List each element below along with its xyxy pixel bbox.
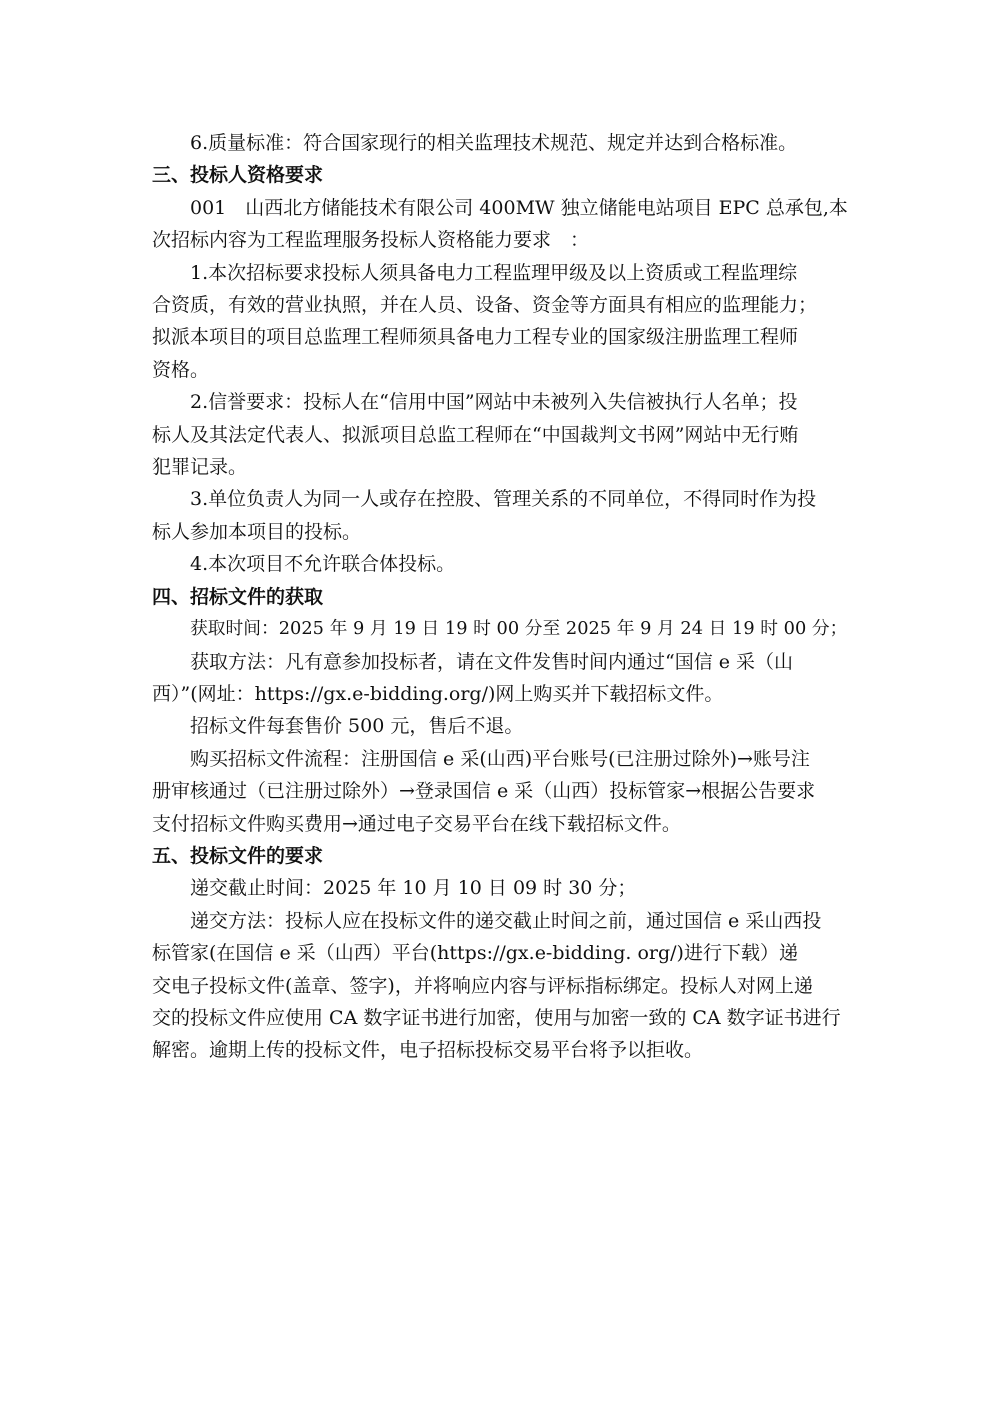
section-heading-3: 三、投标人资格要求 [152,164,324,187]
document-body [152,127,850,1067]
project-line: 001 山西北方储能技术有限公司 400MW 独立储能电站项目 EPC 总承包,本 [190,196,848,219]
paragraph-line: 册审核通过（已注册过除外）→登录国信 e 采（山西）投标管家→根据公告要求 [152,780,816,803]
requirement-1: 1.本次招标要求投标人须具备电力工程监理甲级及以上资质或工程监理综 [190,261,798,284]
requirement-2: 2.信誉要求：投标人在“信用中国”网站中未被列入失信被执行人名单；投 [190,391,798,414]
paragraph-line: 西）”(网址：https://gx.e-bidding.org/)网上购买并下载招标文件。 [152,682,724,705]
submission-deadline: 递交截止时间：2025 年 10 月 10 日 09 时 30 分； [190,877,637,900]
purchase-process: 购买招标文件流程：注册国信 e 采(山西)平台账号(已注册过除外)→账号注 [190,747,810,770]
acquire-time: 获取时间：2025 年 9 月 19 日 19 时 00 分至 2025 年 9 月 24 日 19 时 00 分； [190,619,848,640]
requirement-4: 4.本次项目不允许联合体投标。 [190,553,456,576]
section-heading-5: 五、投标文件的要求 [152,844,324,867]
paragraph-line: 拟派本项目的项目总监理工程师须具备电力工程专业的国家级注册监理工程师 [152,326,799,349]
paragraph-line: 标管家(在国信 e 采（山西）平台(https://gx.e-bidding. org/)进行下载）递 [152,942,798,965]
acquire-method: 获取方法：凡有意参加投标者，请在文件发售时间内通过“国信 e 采（山 [190,650,794,673]
paragraph-line: 资格。 [152,358,210,381]
paragraph-line: 交的投标文件应使用 CA 数字证书进行加密，使用与加密一致的 CA 数字证书进行 [152,1006,841,1029]
requirement-3: 3.单位负责人为同一人或存在控股、管理关系的不同单位，不得同时作为投 [190,488,817,511]
paragraph-line: 合资质，有效的营业执照，并在人员、设备、资金等方面具有相应的监理能力； [152,294,818,317]
paragraph-line: 支付招标文件购买费用→通过电子交易平台在线下载招标文件。 [152,812,681,835]
paragraph-line: 标人参加本项目的投标。 [152,520,362,543]
paragraph-line: 犯罪记录。 [152,456,248,479]
paragraph-line: 交电子投标文件(盖章、签字)，并将响应内容与评标指标绑定。投标人对网上递 [152,974,813,997]
document-price: 招标文件每套售价 500 元，售后不退。 [190,715,524,738]
section-heading-4: 四、招标文件的获取 [152,585,324,608]
quality-standard: 6.质量标准：符合国家现行的相关监理技术规范、规定并达到合格标准。 [190,132,798,154]
submission-method: 递交方法：投标人应在投标文件的递交截止时间之前，通过国信 e 采山西投 [190,909,822,932]
paragraph-line: 次招标内容为工程监理服务投标人资格能力要求 ： [152,229,590,252]
paragraph-line: 解密。逾期上传的投标文件，电子招标投标交易平台将予以拒收。 [152,1039,704,1062]
paragraph-line: 标人及其法定代表人、拟派项目总监工程师在“中国裁判文书网”网站中无行贿 [152,423,799,446]
